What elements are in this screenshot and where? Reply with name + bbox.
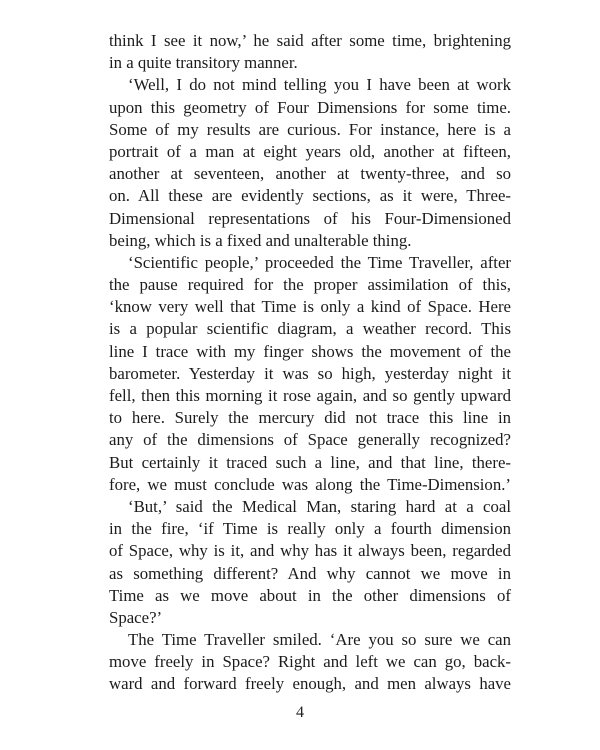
text-line: The Time Traveller smiled. ‘Are you so sure we can — [128, 630, 511, 650]
paragraph-5 — [109, 629, 511, 696]
text-line: Space?’ — [109, 607, 163, 627]
text-line: as something different? And why cannot we move in — [109, 563, 511, 583]
text-line: is a popular scientific diagram, a weather record. This — [109, 319, 511, 339]
text-line: fell, then this morning it rose again, and so gently upward — [109, 386, 511, 405]
text-line: being, which is a fixed and unalterable thing. — [109, 230, 412, 250]
paragraph-2 — [109, 74, 511, 252]
text-line: line I trace with my finger shows the movement of the — [109, 341, 511, 361]
text-line: on. All these are evidently sections, as it were, Three- — [109, 186, 511, 206]
text-line: move freely in Space? Right and left we can go, back- — [109, 652, 511, 672]
paragraph-3 — [109, 252, 511, 496]
paragraph-1 — [109, 30, 511, 74]
text-line: Some of my results are curious. For instance, here is a — [109, 119, 511, 139]
text-line: ‘But,’ said the Medical Man, staring hard at a coal — [128, 496, 511, 516]
text-line: ward and forward freely enough, and men always have — [109, 674, 511, 694]
text-line: fore, we must conclude was along the Time-Dimension.’ — [109, 474, 511, 494]
text-line: But certainly it traced such a line, and that line, there- — [109, 452, 511, 472]
text-block — [109, 30, 511, 696]
page-number: 4 — [296, 704, 304, 721]
text-line: to here. Surely the mercury did not trace this line in — [109, 408, 511, 428]
text-line: any of the dimensions of Space generally recognized? — [109, 430, 511, 450]
text-line: upon this geometry of Four Dimensions for some time. — [109, 97, 511, 117]
text-line: in a quite transitory manner. — [109, 53, 298, 73]
text-line: the pause required for the proper assimilation of this, — [109, 275, 511, 295]
text-line: Dimensional representations of his Four-Dimensioned — [109, 208, 511, 228]
text-line: in the fire, ‘if Time is really only a fourth dimension — [109, 519, 511, 539]
text-line: another at seventeen, another at twenty-three, and so — [109, 164, 511, 184]
text-line: ‘Scientific people,’ proceeded the Time Traveller, after — [128, 252, 511, 272]
text-line: ‘know very well that Time is only a kind of Space. Here — [109, 297, 511, 317]
text-line: portrait of a man at eight years old, another at fifteen, — [109, 141, 511, 161]
text-line: ‘Well, I do not mind telling you I have been at work — [128, 75, 511, 95]
paragraph-4 — [109, 496, 511, 629]
text-line: of Space, why is it, and why has it always been, regarded — [109, 541, 511, 561]
text-line: barometer. Yesterday it was so high, yesterday night it — [109, 363, 511, 383]
text-line: Time as we move about in the other dimensions of — [109, 585, 511, 605]
text-line: think I see it now,’ he said after some time, brightening — [109, 31, 511, 50]
